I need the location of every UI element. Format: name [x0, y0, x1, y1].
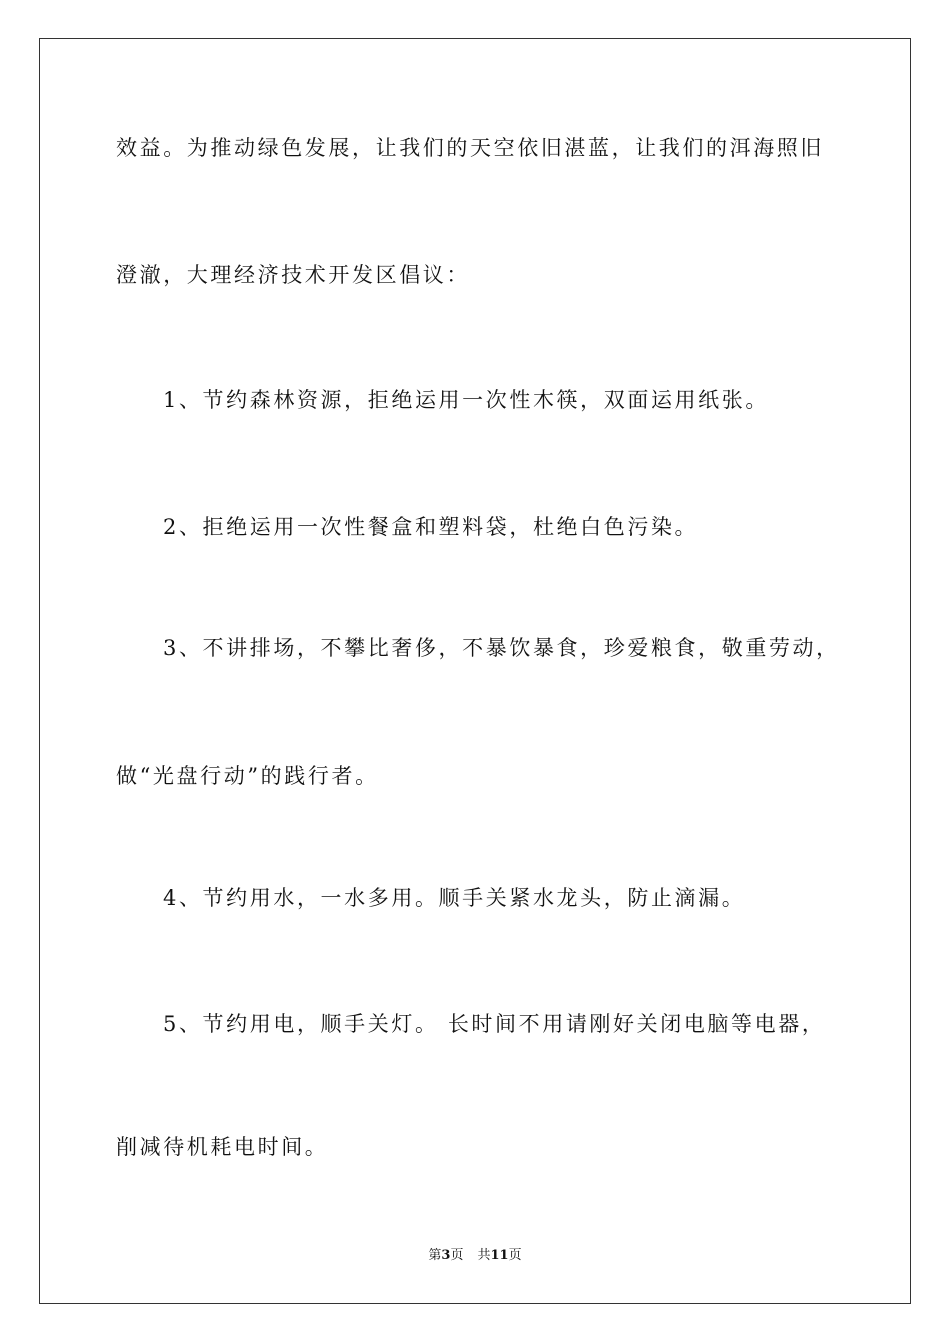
- list-item-3-continued: 做“光盘行动”的践行者。: [116, 764, 379, 788]
- list-item-5: 5、节约用电，顺手关灯。 长时间不用请刚好关闭电脑等电器，: [163, 1012, 826, 1036]
- body-line-1: 效益。为推动绿色发展，让我们的天空依旧湛蓝，让我们的洱海照旧: [116, 136, 824, 160]
- list-item-3: 3、不讲排场，不攀比奢侈，不暴饮暴食，珍爱粮食，敬重劳动，: [163, 636, 840, 660]
- total-prefix: 共: [477, 1248, 491, 1263]
- body-line-2: 澄澈，大理经济技术开发区倡议：: [116, 263, 470, 287]
- list-item-5-continued: 削减待机耗电时间。: [116, 1135, 329, 1159]
- page-border: [39, 38, 911, 1304]
- list-item-1: 1、节约森林资源，拒绝运用一次性木筷，双面运用纸张。: [163, 388, 769, 412]
- page-suffix: 页: [450, 1248, 464, 1263]
- list-item-2: 2、拒绝运用一次性餐盒和塑料袋，杜绝白色污染。: [163, 515, 699, 539]
- page-footer: [0, 1247, 950, 1265]
- page-number: 3: [441, 1248, 451, 1263]
- total-suffix: 页: [508, 1248, 522, 1263]
- list-item-4: 4、节约用水，一水多用。顺手关紧水龙头，防止滴漏。: [163, 886, 746, 910]
- total-pages: 11: [490, 1248, 509, 1263]
- page-prefix: 第: [428, 1248, 442, 1263]
